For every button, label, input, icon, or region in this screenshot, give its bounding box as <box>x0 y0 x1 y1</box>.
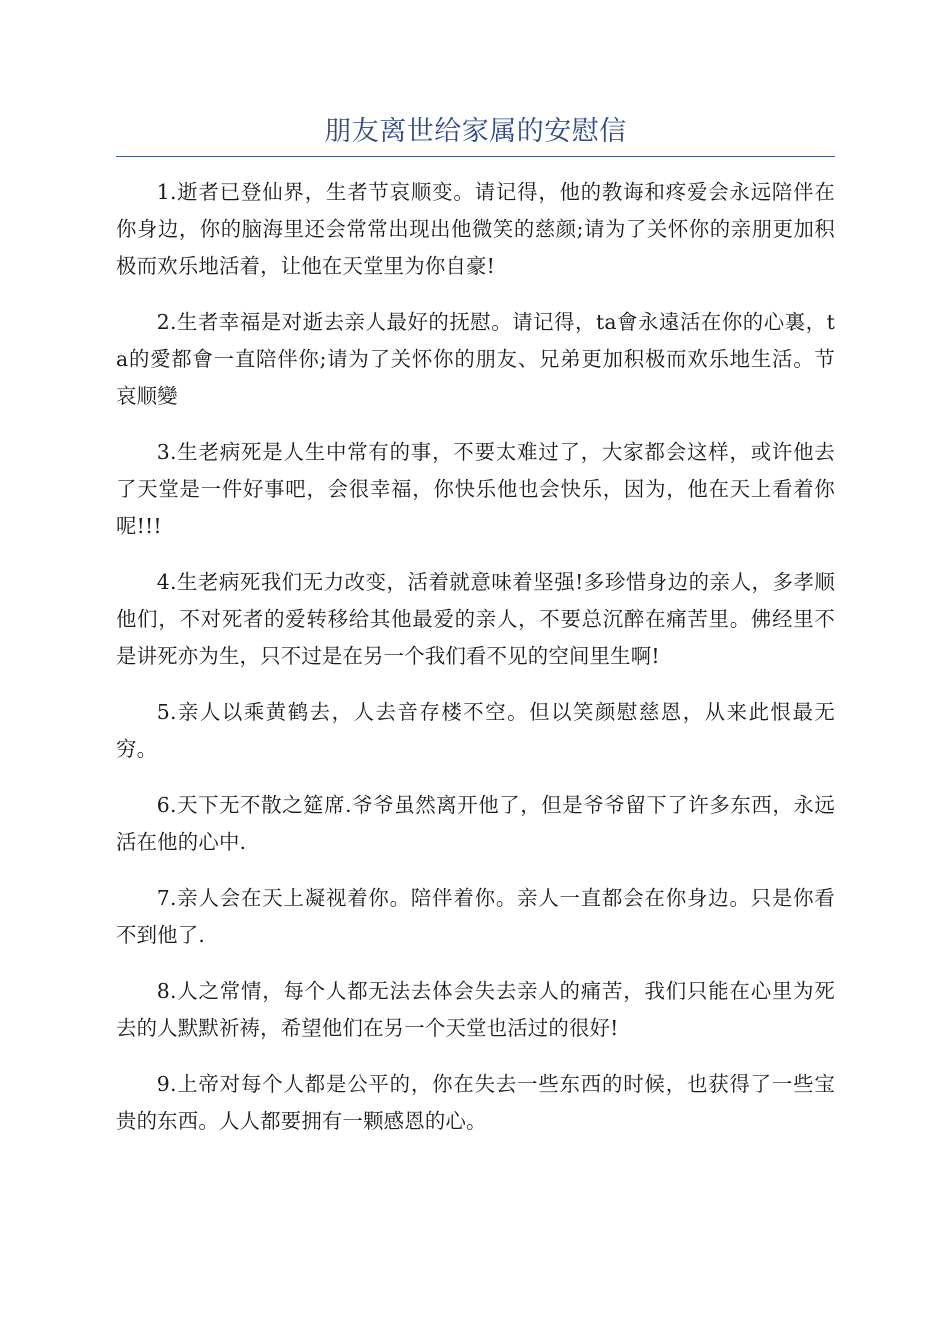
paragraph-6: 6.天下无不散之筵席.爷爷虽然离开他了，但是爷爷留下了许多东西，永远活在他的心中. <box>116 793 835 854</box>
paragraph-7: 7.亲人会在天上凝视着你。陪伴着你。亲人一直都会在你身边。只是你看不到他了. <box>116 886 835 947</box>
document-body <box>116 174 835 1159</box>
paragraph-9: 9.上帝对每个人都是公平的，你在失去一些东西的时候，也获得了一些宝贵的东西。人人都要拥有一颗感恩的心。 <box>116 1072 835 1133</box>
paragraph-3: 3.生老病死是人生中常有的事，不要太难过了，大家都会这样，或许他去了天堂是一件好事吧，会很幸福，你快乐他也会快乐，因为，他在天上看着你呢!!! <box>116 440 835 538</box>
paragraph-8: 8.人之常情，每个人都无法去体会失去亲人的痛苦，我们只能在心里为死去的人默默祈祷，希望他们在另一个天堂也活过的很好! <box>116 979 835 1040</box>
title-block <box>116 112 835 157</box>
paragraph-1: 1.逝者已登仙界，生者节哀顺变。请记得，他的教诲和疼爱会永远陪伴在你身边，你的脑海里还会常常出现出他微笑的慈颜;请为了关怀你的亲朋更加积极而欢乐地活着，让他在天堂里为你自豪! <box>116 180 835 278</box>
page-title: 朋友离世给家属的安慰信 <box>324 116 627 147</box>
paragraph-5: 5.亲人以乘黄鹤去，人去音存楼不空。但以笑颜慰慈恩，从来此恨最无穷。 <box>116 700 835 761</box>
paragraph-4: 4.生老病死我们无力改变，活着就意味着坚强!多珍惜身边的亲人，多孝顺他们，不对死者的爱转移给其他最爱的亲人，不要总沉醉在痛苦里。佛经里不是讲死亦为生，只不过是在另一个我们看不见的空间里生啊! <box>116 570 835 668</box>
paragraph-2: 2.生者幸福是对逝去亲人最好的抚慰。请记得，ta會永遠活在你的心裏，ta的愛都會一直陪伴你;请为了关怀你的朋友、兄弟更加积极而欢乐地生活。节哀顺變 <box>116 310 835 408</box>
